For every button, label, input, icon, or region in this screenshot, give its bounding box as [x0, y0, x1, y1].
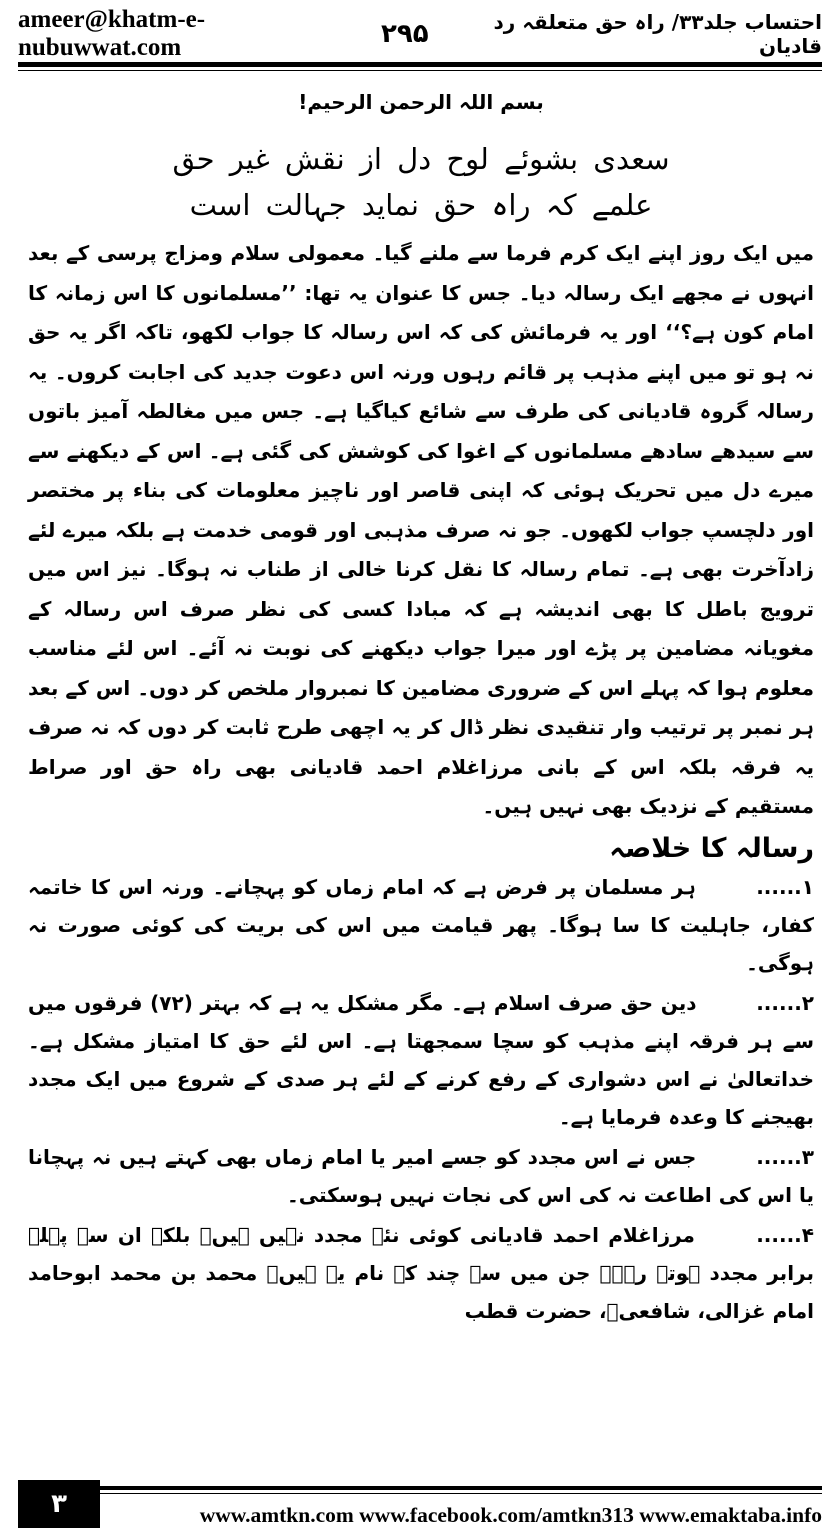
page-header: [18, 6, 822, 61]
item-text: ہر مسلمان پر فرض ہے کہ امام زماں کو پہچانے۔ ورنہ اس کا خاتمہ کفار، جاہلیت کا سا ہوگا۔ پھر قیامت میں اس کی بریت کی کوئی صورت نہ ہوگی۔: [28, 874, 814, 975]
verse-line-1: سعدی بشوئے لوح دل از نقش غیر حق: [172, 142, 670, 176]
header-rule: [18, 62, 822, 67]
footer-page-marker: ۳: [18, 1480, 100, 1528]
header-left: [18, 6, 429, 62]
page-content: [28, 90, 814, 1332]
footer-rule-thin: [100, 1493, 822, 1494]
header-rule-thin: [18, 70, 822, 71]
page-number: ۲۹۵: [381, 19, 429, 49]
footer-rule: [100, 1486, 822, 1490]
footer-links[interactable]: www.amtkn.com www.facebook.com/amtkn313 www.emaktaba.info: [199, 1503, 822, 1527]
verse-line-2: علمے کہ راہ حق نماید جہالت است: [189, 188, 653, 222]
summary-item-4: [28, 1216, 814, 1330]
header-email: ameer@khatm-e-nubuwwat.com: [18, 6, 206, 61]
item-number: ۱......: [756, 874, 814, 899]
item-text: جس نے اس مجدد کو جسے امیر یا امام زماں بھی کہتے ہیں نہ پہچانا یا اس کی اطاعت نہ کی اس کی نجات نہیں ہوسکتی۔: [28, 1144, 814, 1207]
summary-item-1: [28, 868, 814, 982]
summary-item-2: [28, 984, 814, 1136]
item-number: ۴......: [756, 1222, 814, 1247]
item-text: دین حق صرف اسلام ہے۔ مگر مشکل یہ ہے کہ بہتر (۷۲) فرقوں میں سے ہر فرقہ اپنے مذہب کو سچا سمجھتا ہے۔ اس لئے حق کا امتیاز مشکل ہے۔ خداتعالیٰ نے اس دشواری کے رفع کرنے کے لئے ہر صدی کے شروع میں ایک مجدد بھیجنے کا وعدہ فرمایا ہے۔: [28, 990, 814, 1129]
item-number: ۳......: [756, 1144, 814, 1169]
intro-paragraph: میں ایک روز اپنے ایک کرم فرما سے ملنے گیا۔ معمولی سلام ومزاج پرسی کے بعد انہوں نے مجھے ایک رسالہ دیا۔ جس کا عنوان یہ تھا: ’’مسلمانوں کا اس زمانہ کا امام کون ہے؟‘‘ اور یہ فرمائش کی کہ اس رسالہ کا جواب لکھو، تاکہ اگر یہ حق نہ ہو تو میں اپنے مذہب پر قائم رہوں ورنہ اس دعوت جدید کی اجابت کروں۔ یہ رسالہ گروہ قادیانی کی طرف سے شائع کیاگیا ہے۔ جس میں مغالطہ آمیز باتوں سے سیدھے سادھے مسلمانوں کے اغوا کی کوشش کی گئی ہے۔ اس کے دیکھنے سے میرے دل میں تحریک ہوئی کہ اپنی قاصر اور ناچیز معلومات کی بناء پر مختصر اور دلچسپ جواب لکھوں۔ جو نہ صرف مذہبی اور قومی خدمت ہے بلکہ میرے لئے زادآخرت بھی ہے۔ تمام رسالہ کا نقل کرنا خالی از طناب نہ ہوگا۔ نیز اس میں ترویج باطل کا بھی اندیشہ ہے کہ مبادا کسی کی نظر صرف اس رسالہ کے مغویانہ مضامین پر پڑے اور میرا جواب دیکھنے کی نوبت نہ آئے۔ اس لئے مناسب معلوم ہوا کہ پہلے اس کے ضروری مضامین کا نمبروار ملخص کر دوں۔ اس کے بعد ہر نمبر پر ترتیب وار تنقیدی نظر ڈال کر یہ اچھی طرح ثابت کر دوں کہ نہ صرف یہ فرقہ بلکہ اس کے بانی مرزاغلام احمد قادیانی بھی راہ حق اور صراط مستقیم کے نزدیک بھی نہیں ہیں۔: [28, 241, 814, 818]
bismillah: بسم اللہ الرحمن الرحیم!: [298, 90, 544, 114]
book-title: احتساب جلد۳۳/ راہ حق متعلقہ رد قادیان: [493, 10, 822, 58]
summary-heading: رسالہ کا خلاصہ: [609, 832, 814, 864]
page-footer: [18, 1480, 822, 1528]
summary-item-3: [28, 1138, 814, 1214]
item-text: مرزاغلام احمد قادیانی کوئی نئے مجدد نہیں ہیں۔ بلکہ ان سے پہلے برابر مجدد ہوتے رہے۔ جن میں سے چند کے نام یہ ہیں۔ محمد بن محمد ابوحامد امام غزالی، شافعیؒ، حضرت قطب: [28, 1222, 814, 1323]
item-number: ۲......: [756, 990, 815, 1015]
